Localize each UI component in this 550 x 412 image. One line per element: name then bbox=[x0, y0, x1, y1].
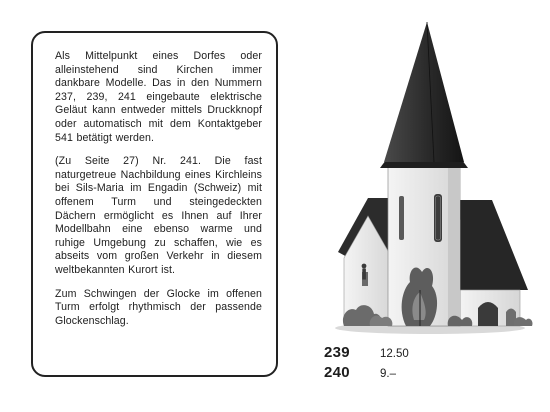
price-row bbox=[324, 344, 464, 362]
article-number: 239 bbox=[324, 344, 350, 361]
description-paragraph-2: (Zu Seite 27) Nr. 241. Die fast naturgetreue Nachbildung eines Kirchleins bei Sils-Maria im Engadin (Schweiz) mit offenem Turm und steingedeckten Dächern ermöglicht es Ihnen auf Ihrer Modellbahn eine ebenso warme und ruhige Umgebung zu schaffen, wie es abseits vom großen Verkehr in diesem weltbekannten Kurort ist. bbox=[55, 155, 262, 276]
spire bbox=[384, 22, 464, 162]
description-paragraph-3: Zum Schwingen der Glocke im offenen Turm erfolgt rhythmisch der passende Glockenschlag. bbox=[55, 287, 262, 327]
tower-window-left bbox=[399, 196, 404, 240]
church-model-illustration bbox=[330, 20, 535, 340]
article-number: 240 bbox=[324, 364, 350, 381]
description-paragraph-1: Als Mittelpunkt eines Dorfes oder alleinstehend sind Kirchen immer dankbare Modelle. Das in den Nummern 237, 239, 241 eingebaute elektrische Geläut kann entweder mittels Druckknopf oder automatisch mit dem Kontaktgeber 541 betätigt werden. bbox=[55, 50, 262, 144]
porch-arch bbox=[478, 302, 498, 326]
church-icon bbox=[330, 20, 535, 340]
tower-window-right bbox=[434, 194, 442, 242]
price-row bbox=[324, 364, 464, 382]
description-box bbox=[31, 31, 278, 377]
figure-icon bbox=[362, 264, 367, 280]
article-price: 9.– bbox=[380, 368, 396, 380]
right-roof bbox=[458, 200, 528, 290]
article-price: 12.50 bbox=[380, 348, 409, 360]
